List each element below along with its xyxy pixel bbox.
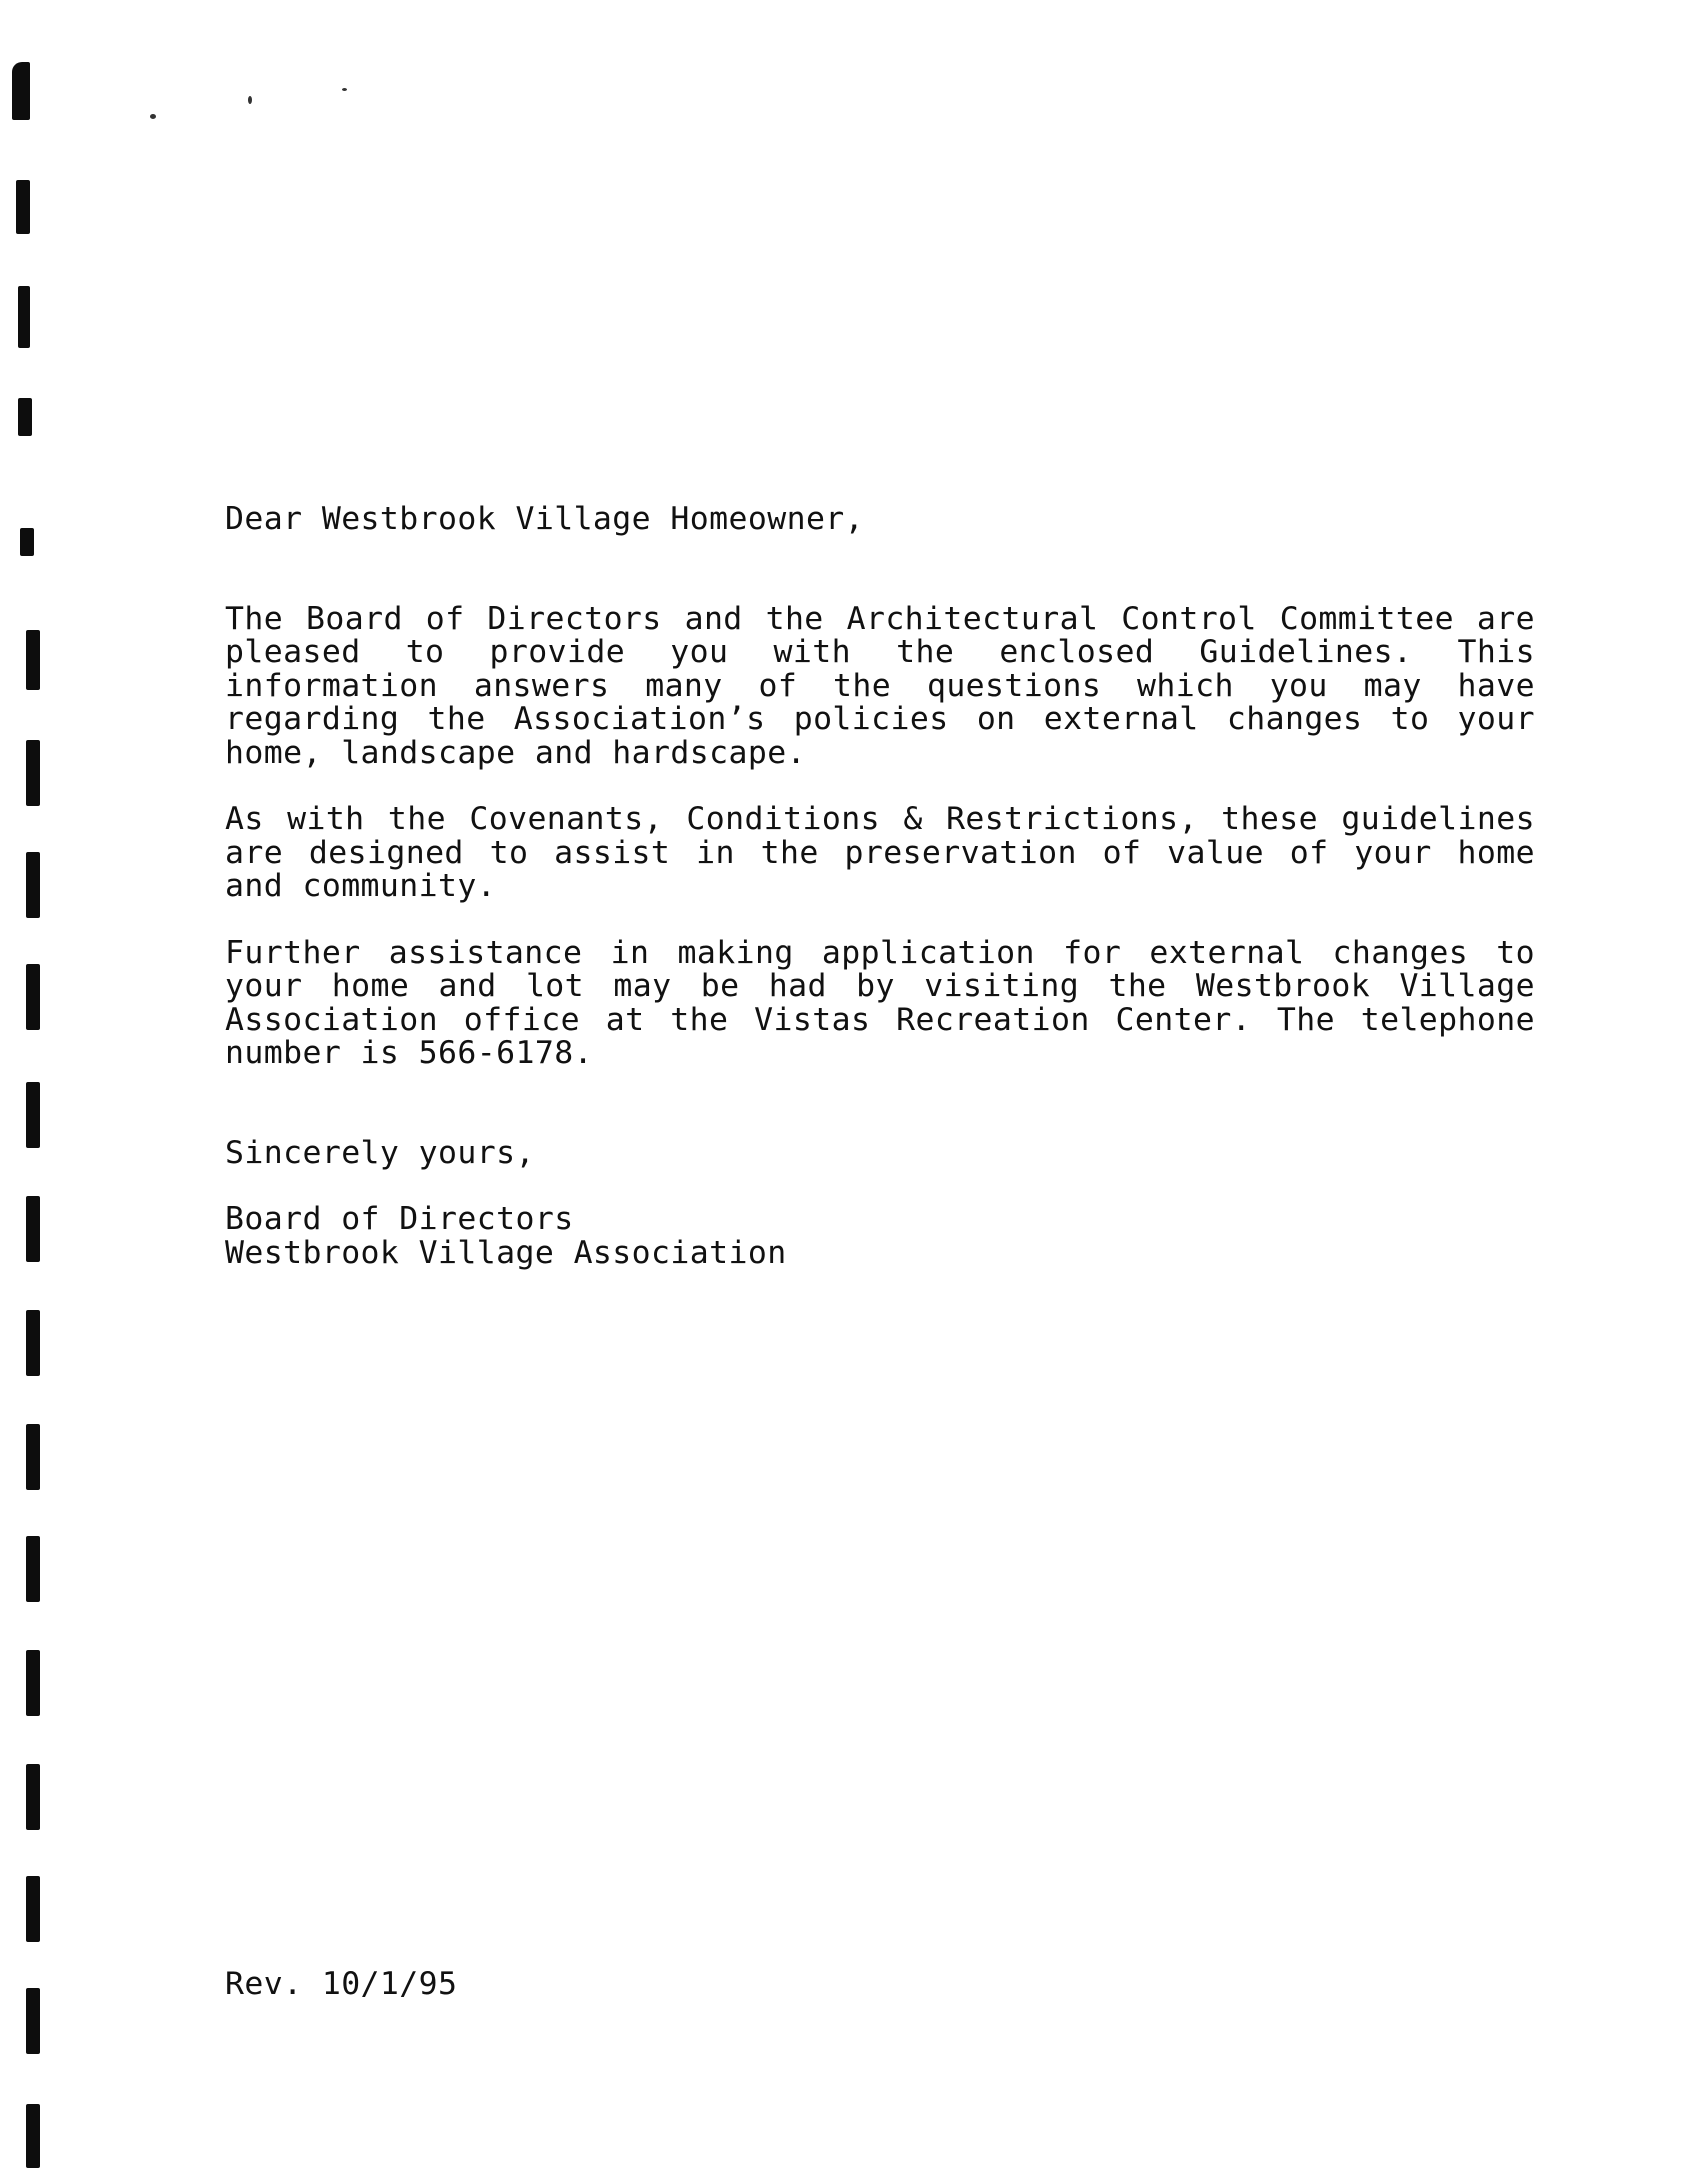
paragraph-assistance: Further assistance in making application for external changes to your home and lot may be had by visiting the Westbrook Village Association office at the Vistas Recreation Center. The telephone number is 566-6178. [225, 934, 1535, 1071]
binder-mark [12, 62, 30, 120]
binder-mark [26, 1196, 40, 1262]
scan-speck [150, 114, 156, 119]
paragraph-covenants: As with the Covenants, Conditions & Restrictions, these guidelines are designed to assist in the preservation of value of your home and community. [225, 801, 1535, 904]
binder-mark [26, 1764, 40, 1830]
binder-mark [26, 1876, 40, 1942]
binder-mark [26, 1536, 40, 1602]
binder-mark [26, 1650, 40, 1716]
letter-body [225, 503, 1535, 1270]
salutation: Dear Westbrook Village Homeowner, [225, 501, 865, 537]
binder-mark [26, 1988, 40, 2054]
binder-mark [26, 2104, 40, 2168]
revision-date: Rev. 10/1/95 [225, 1966, 458, 2002]
binder-mark [26, 1310, 40, 1376]
signature-block [225, 1203, 1535, 1270]
binder-mark [20, 528, 34, 556]
binder-mark [26, 852, 40, 918]
signature-line-association: Westbrook Village Association [225, 1234, 787, 1271]
binder-mark [26, 630, 40, 690]
scan-speck [248, 96, 252, 104]
binder-mark [26, 964, 40, 1030]
binder-mark [26, 1424, 40, 1490]
scan-speck [342, 88, 347, 91]
binder-mark [18, 286, 30, 348]
closing: Sincerely yours, [225, 1134, 535, 1171]
binder-mark [18, 398, 32, 436]
paragraph-intro: The Board of Directors and the Architectural Control Committee are pleased to provide you with the enclosed Guidelines. This information answers many of the questions which you may have regarding the Association’s policies on external changes to your home, landscape and hardscape. [225, 600, 1535, 771]
binder-mark [16, 180, 30, 234]
binder-mark [26, 1082, 40, 1148]
signature-line-board: Board of Directors [225, 1201, 574, 1237]
binder-mark [26, 740, 40, 806]
